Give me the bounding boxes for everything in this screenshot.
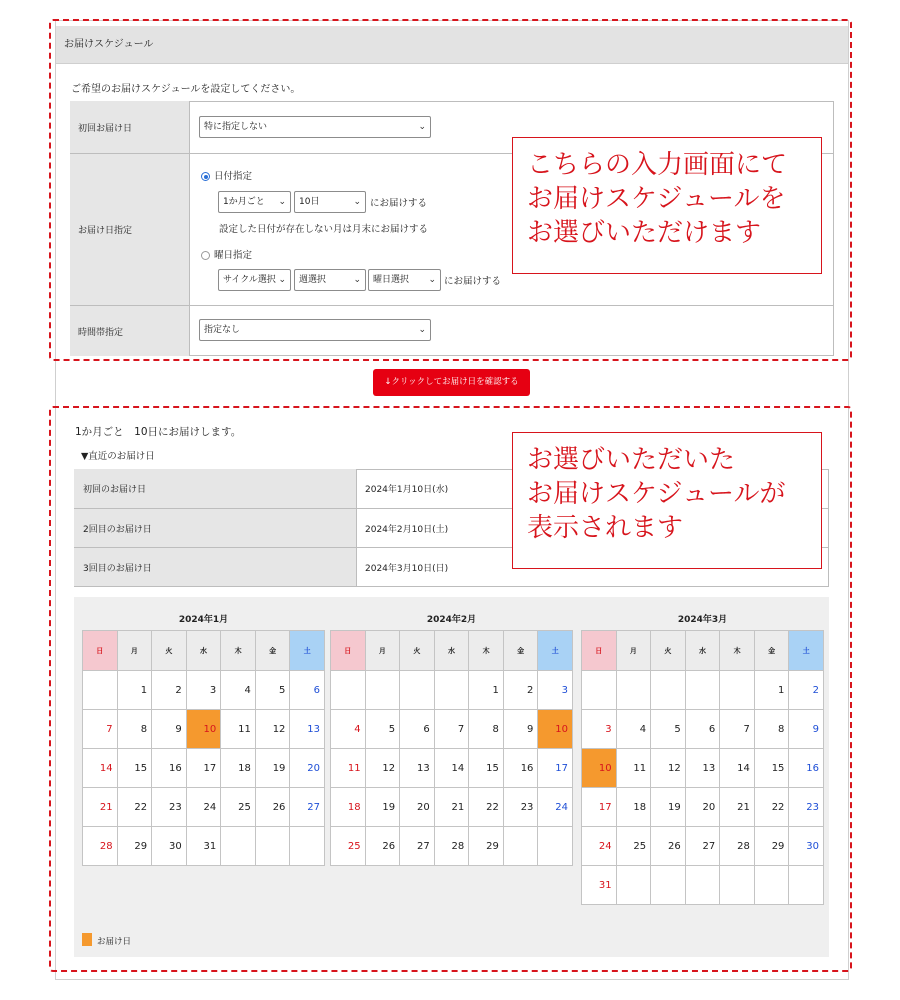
calendar-day: 19 <box>366 788 401 827</box>
calendar-day: 16 <box>504 749 539 788</box>
intro-text: ご希望のお届けスケジュールを設定してください。 <box>71 84 301 95</box>
calendar-day: 8 <box>755 710 790 749</box>
calendar-day: 12 <box>366 749 401 788</box>
calendar-day: 13 <box>290 710 325 749</box>
calendar-day: 18 <box>221 749 256 788</box>
calendar-day: 6 <box>290 671 325 710</box>
calendar-day: 27 <box>686 827 721 866</box>
calendar-day: 11 <box>331 749 366 788</box>
calendar-day: 6 <box>400 710 435 749</box>
calendar-day: 18 <box>331 788 366 827</box>
calendar-title: 2024年1月 <box>178 615 229 625</box>
calendar-day: 9 <box>789 710 824 749</box>
date-option-suffix: にお届けする <box>370 198 428 209</box>
weekday-cycle-value: サイクル選択 <box>223 275 276 285</box>
calendar-day: 23 <box>152 788 187 827</box>
weekday-header: 日 <box>83 631 118 671</box>
chevron-down-icon: ⌄ <box>428 275 436 285</box>
weekday-header: 木 <box>720 631 755 671</box>
delivery-day-cell: 10 <box>538 710 573 749</box>
recent-deliveries-heading: ▼直近のお届け日 <box>81 451 155 462</box>
delivery-day-cell: 10 <box>187 710 222 749</box>
calendar-day: 13 <box>400 749 435 788</box>
calendar-day: 6 <box>686 710 721 749</box>
calendar-day: 15 <box>755 749 790 788</box>
weekday-header: 月 <box>366 631 401 671</box>
first-delivery-value: 特に指定しない <box>204 122 268 132</box>
calendar-day: 28 <box>720 827 755 866</box>
weekday-header: 金 <box>755 631 790 671</box>
calendar-day: 7 <box>435 710 470 749</box>
weekday-header: 金 <box>504 631 539 671</box>
calendar-day: 4 <box>617 710 652 749</box>
weekday-header: 月 <box>118 631 153 671</box>
input-callout: こちらの入力画面にて お届けスケジュールを お選びいただけます <box>512 137 822 274</box>
weekday-header: 木 <box>469 631 504 671</box>
calendar-day: 27 <box>290 788 325 827</box>
calendar-day: 17 <box>187 749 222 788</box>
calendar-day: 19 <box>651 788 686 827</box>
calendar-day: 3 <box>582 710 617 749</box>
calendar-day: 28 <box>83 827 118 866</box>
calendar-day: 30 <box>152 827 187 866</box>
calendar-day: 17 <box>538 749 573 788</box>
calendar-day: 25 <box>617 827 652 866</box>
calendar-day: 4 <box>331 710 366 749</box>
calendar-day: 19 <box>256 749 291 788</box>
calendar-day: 5 <box>366 710 401 749</box>
calendar-day: 20 <box>290 749 325 788</box>
delivery-row-date: 2024年2月10日(土) <box>365 524 449 535</box>
weekday-header: 土 <box>290 631 325 671</box>
chevron-down-icon: ⌄ <box>353 275 361 285</box>
time-slot-label: 時間帯指定 <box>70 306 190 356</box>
calendar-day: 2 <box>504 671 539 710</box>
weekday-header: 土 <box>538 631 573 671</box>
calendar-day: 12 <box>256 710 291 749</box>
delivery-row-date: 2024年1月10日(水) <box>365 485 449 495</box>
date-option-note: 設定した日付が存在しない月は月末にお届けする <box>219 224 429 235</box>
first-delivery-label: 初回お届け日 <box>70 101 190 153</box>
calendar-day: 14 <box>435 749 470 788</box>
calendar-day: 31 <box>187 827 222 866</box>
panel-header: お届けスケジュール <box>56 26 848 64</box>
calendar-day: 21 <box>83 788 118 827</box>
weekday-header: 金 <box>256 631 291 671</box>
calendar-day: 11 <box>221 710 256 749</box>
delivery-row-label: 3回目のお届け日 <box>74 548 357 586</box>
calendar-day: 22 <box>469 788 504 827</box>
weekday-value: 曜日選択 <box>373 275 410 285</box>
weekday-option-label: 曜日指定 <box>214 250 253 261</box>
calendar-day: 5 <box>651 710 686 749</box>
calendar-day: 15 <box>469 749 504 788</box>
chevron-down-icon: ⌄ <box>418 325 426 335</box>
week-value: 週選択 <box>299 275 327 285</box>
weekday-header: 火 <box>152 631 187 671</box>
confirm-delivery-button[interactable]: ↓クリックしてお届け日を確認する <box>373 369 530 396</box>
date-day-value: 10日 <box>299 197 320 207</box>
calendar-day: 23 <box>789 788 824 827</box>
calendar-day: 27 <box>400 827 435 866</box>
calendar-day: 24 <box>582 827 617 866</box>
calendar-day: 11 <box>617 749 652 788</box>
calendar-day: 24 <box>187 788 222 827</box>
calendar-day: 17 <box>582 788 617 827</box>
chevron-down-icon: ⌄ <box>353 197 361 207</box>
calendar-day: 7 <box>720 710 755 749</box>
calendar-day: 3 <box>538 671 573 710</box>
calendar-day: 16 <box>789 749 824 788</box>
calendar-day: 12 <box>651 749 686 788</box>
delivery-spec-label: お届け日指定 <box>70 154 190 305</box>
calendar-day: 31 <box>582 866 617 905</box>
calendar-day: 20 <box>400 788 435 827</box>
calendar-day: 22 <box>755 788 790 827</box>
calendar-day: 20 <box>686 788 721 827</box>
calendar-day: 30 <box>789 827 824 866</box>
calendar-title: 2024年2月 <box>426 615 477 625</box>
weekday-header: 木 <box>221 631 256 671</box>
calendar-day: 24 <box>538 788 573 827</box>
calendar-day: 2 <box>152 671 187 710</box>
calendar-day: 26 <box>651 827 686 866</box>
calendar-day: 16 <box>152 749 187 788</box>
calendar-day: 13 <box>686 749 721 788</box>
calendar-day: 9 <box>504 710 539 749</box>
calendar-day: 9 <box>152 710 187 749</box>
weekday-header: 水 <box>686 631 721 671</box>
calendar-day: 15 <box>118 749 153 788</box>
calendar-day: 29 <box>755 827 790 866</box>
weekday-header: 火 <box>400 631 435 671</box>
legend-label: お届け日 <box>97 937 132 947</box>
calendar-day: 26 <box>256 788 291 827</box>
weekday-header: 日 <box>331 631 366 671</box>
calendar-day: 7 <box>83 710 118 749</box>
calendar-day: 26 <box>366 827 401 866</box>
calendar-day: 3 <box>187 671 222 710</box>
result-callout: お選びいただいた お届けスケジュールが 表示されます <box>512 432 822 569</box>
calendar-day: 1 <box>755 671 790 710</box>
delivery-day-cell: 10 <box>582 749 617 788</box>
calendar-day: 23 <box>504 788 539 827</box>
date-option-label: 日付指定 <box>214 171 253 182</box>
delivery-row-date: 2024年3月10日(日) <box>365 563 449 574</box>
time-slot-value: 指定なし <box>204 325 241 335</box>
calendar-day: 29 <box>469 827 504 866</box>
weekday-header: 水 <box>435 631 470 671</box>
chevron-down-icon: ⌄ <box>278 275 286 285</box>
calendar-day: 28 <box>435 827 470 866</box>
calendar-title: 2024年3月 <box>677 615 728 625</box>
weekday-header: 土 <box>789 631 824 671</box>
weekday-header: 水 <box>187 631 222 671</box>
calendar-day: 21 <box>435 788 470 827</box>
calendar-day: 21 <box>720 788 755 827</box>
calendar-day: 25 <box>331 827 366 866</box>
calendar-day: 1 <box>469 671 504 710</box>
calendar-day: 25 <box>221 788 256 827</box>
schedule-summary: 1か月ごと 10日にお届けします。 <box>75 426 242 438</box>
chevron-down-icon: ⌄ <box>418 122 426 132</box>
calendar-day: 8 <box>469 710 504 749</box>
weekday-header: 月 <box>617 631 652 671</box>
weekday-header: 日 <box>582 631 617 671</box>
calendar-day: 14 <box>83 749 118 788</box>
calendar-day: 4 <box>221 671 256 710</box>
weekday-header: 火 <box>651 631 686 671</box>
delivery-row-label: 2回目のお届け日 <box>74 509 357 547</box>
calendar-day: 8 <box>118 710 153 749</box>
calendar-day: 22 <box>118 788 153 827</box>
calendar-day: 1 <box>118 671 153 710</box>
calendar-day: 29 <box>118 827 153 866</box>
calendar-day: 5 <box>256 671 291 710</box>
calendar-day: 14 <box>720 749 755 788</box>
date-cycle-value: 1か月ごと <box>223 197 265 207</box>
calendar-day: 2 <box>789 671 824 710</box>
weekday-option-suffix: にお届けする <box>444 276 502 287</box>
chevron-down-icon: ⌄ <box>278 197 286 207</box>
delivery-row-label: 初回のお届け日 <box>74 469 357 508</box>
calendar-day: 18 <box>617 788 652 827</box>
